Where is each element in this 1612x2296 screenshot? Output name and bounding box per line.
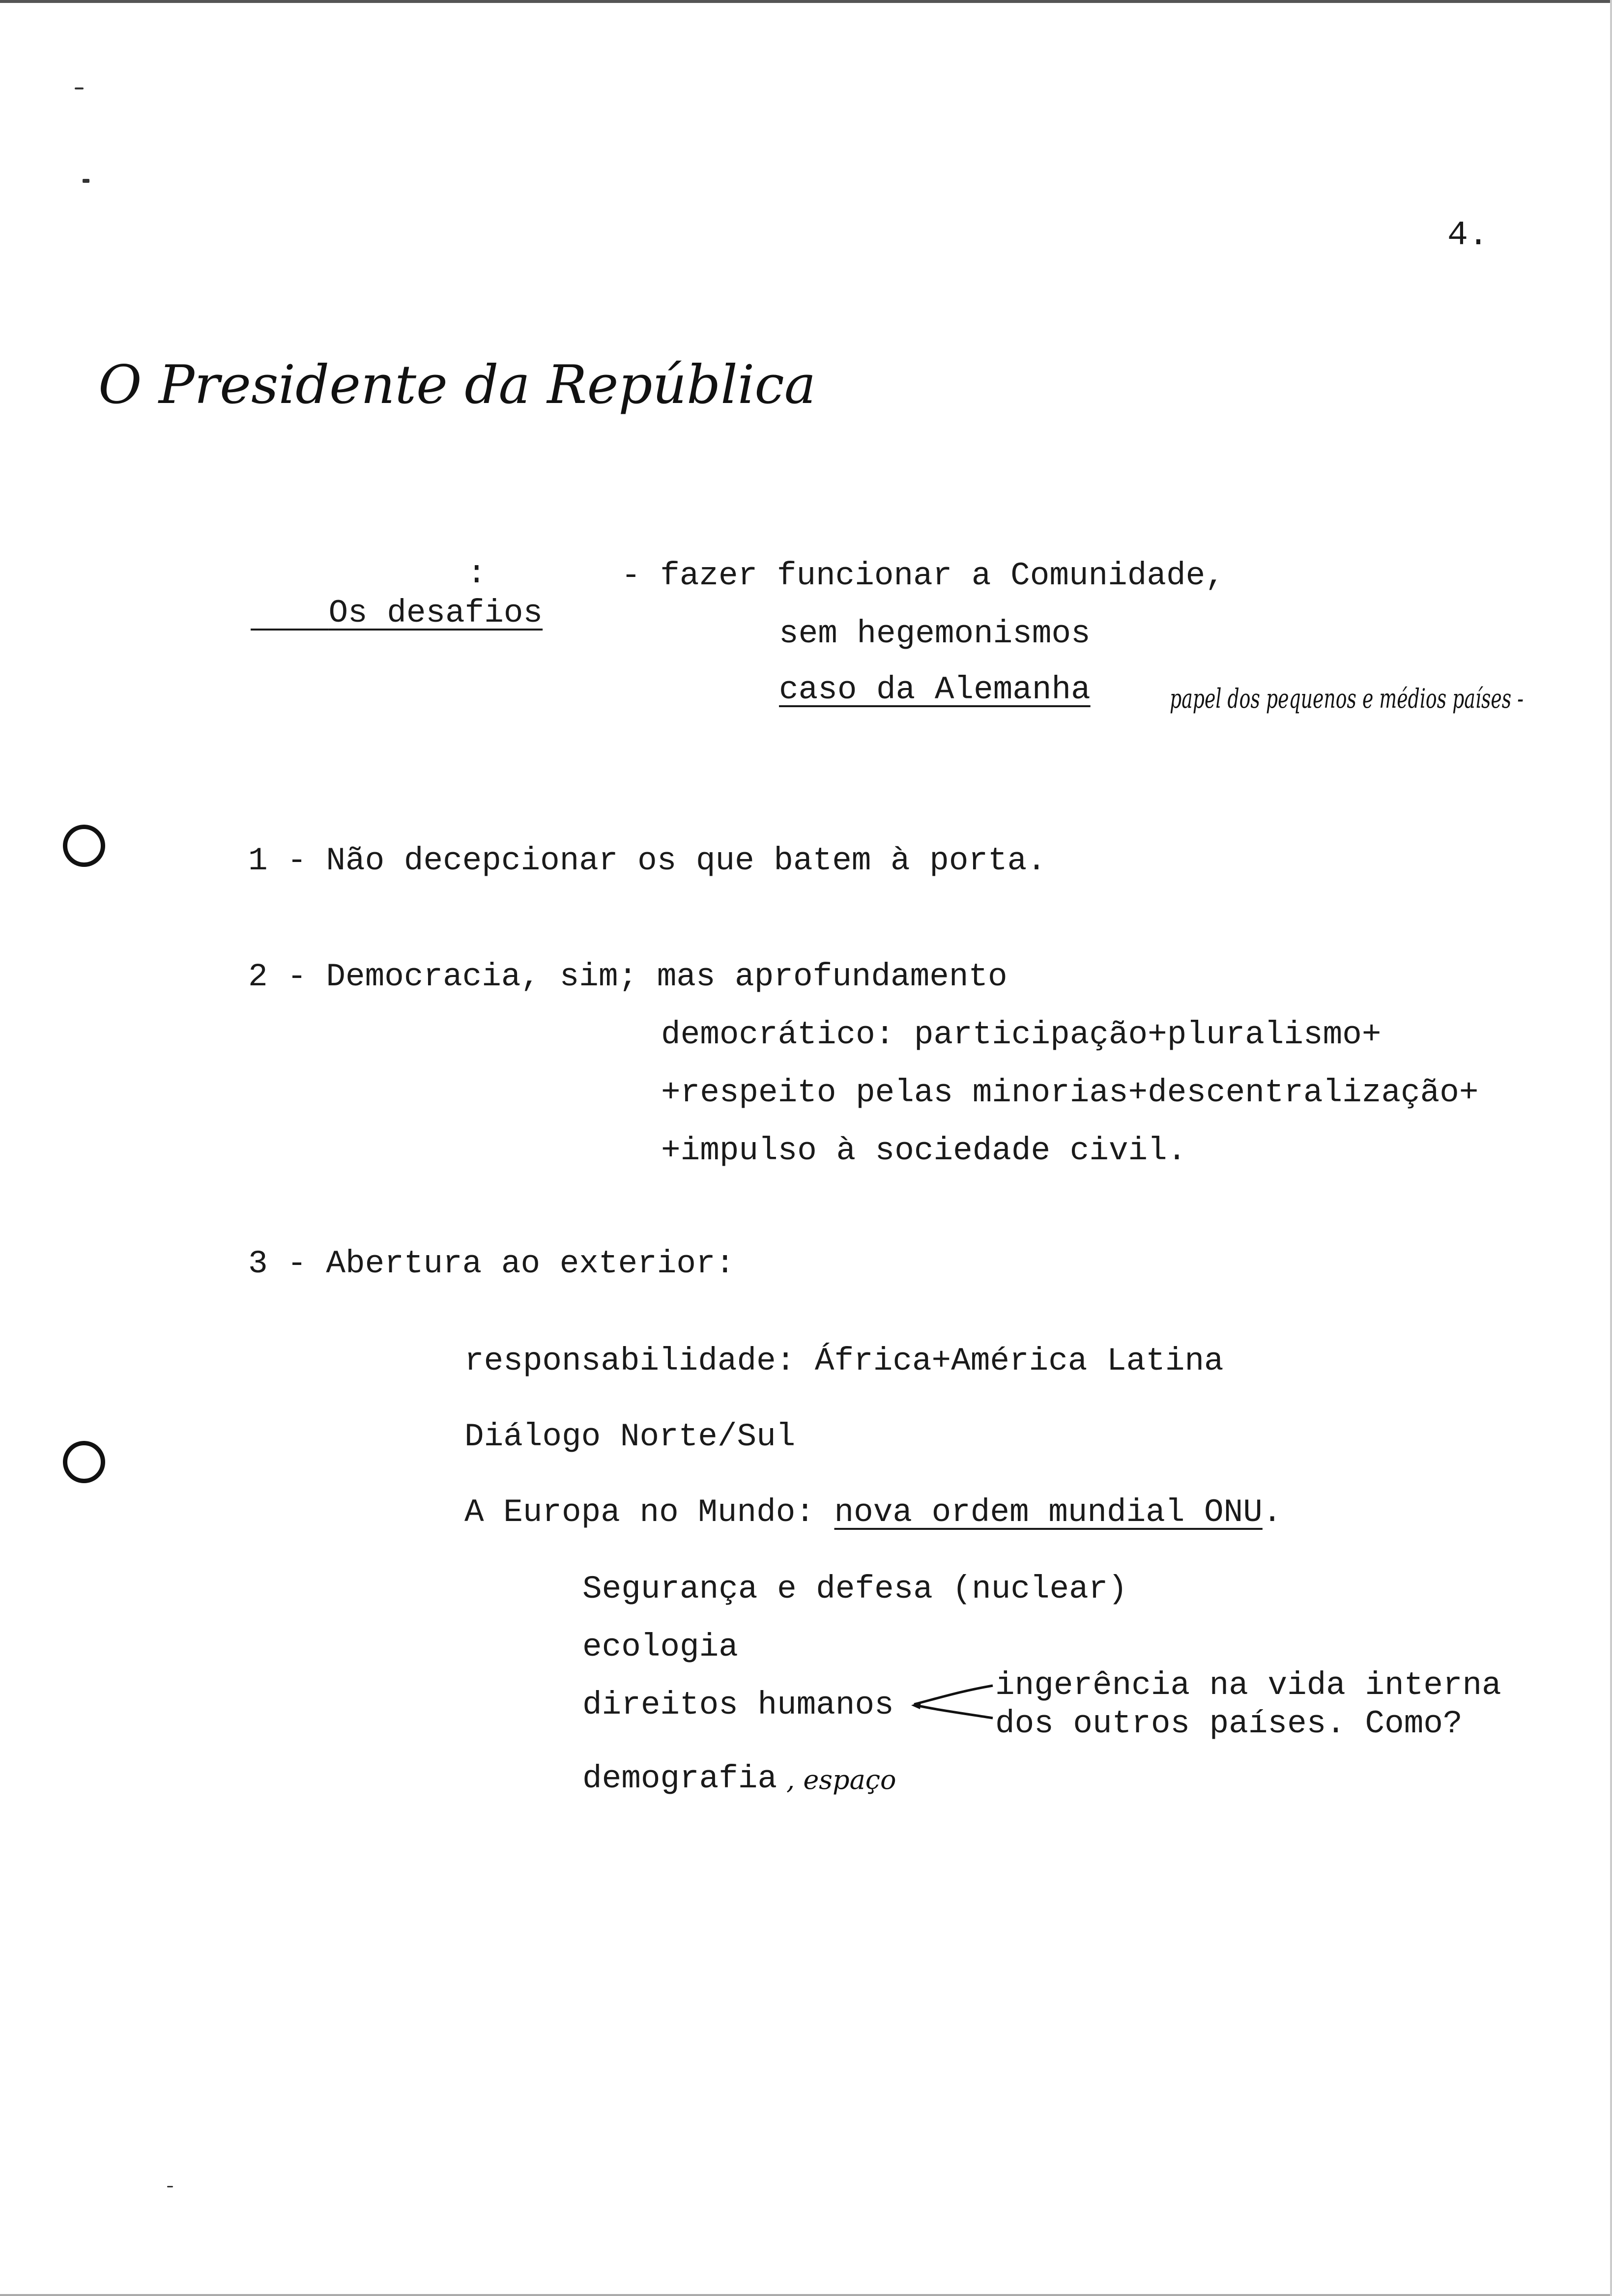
scan-bottom-edge <box>0 2294 1612 2296</box>
page-number: 4. <box>1447 216 1489 255</box>
demography-handwritten-note <box>786 1759 934 1808</box>
challenges-label: Os desafios <box>328 595 543 631</box>
point-3-europe <box>464 1493 1282 1532</box>
item-demography: demografia <box>582 1760 777 1797</box>
challenges-line-3: caso da Alemanha <box>779 671 1091 708</box>
point-2-line-3: +respeito pelas minorias+descentralização+ <box>661 1074 1479 1111</box>
margin-mark <box>83 179 89 183</box>
europe-prefix: A Europa no Mundo: <box>464 1494 835 1531</box>
branch-line-1: ingerência na vida interna <box>995 1667 1501 1704</box>
point-3-responsibility: responsabilidade: África+América Latina <box>464 1343 1224 1379</box>
europe-suffix: . <box>1262 1494 1282 1531</box>
challenges-colon: : <box>467 555 487 592</box>
point-3-heading: 3 - Abertura ao exterior: <box>248 1245 735 1282</box>
challenges-line-1: - fazer funcionar a Comunidade, <box>621 557 1225 594</box>
branch-line-2: dos outros países. Como? <box>995 1705 1463 1742</box>
letterhead-text: O Presidente da República <box>98 354 816 416</box>
letterhead-script-logo <box>98 349 816 428</box>
punch-hole <box>63 1441 105 1483</box>
handwritten-note-text: papel dos pequenos e médios países - <box>1170 683 1524 714</box>
scan-right-edge <box>1610 0 1612 2296</box>
point-2-line-1: 2 - Democracia, sim; mas aprofundamento <box>248 958 1008 995</box>
europe-underlined: nova ordem mundial ONU <box>834 1494 1263 1531</box>
margin-mark <box>167 2186 173 2187</box>
demography-note-text: , espaço <box>786 1764 896 1795</box>
scan-top-edge <box>0 0 1612 3</box>
item-ecology: ecologia <box>582 1629 738 1665</box>
point-1: 1 - Não decepcionar os que batem à porta. <box>248 842 1046 879</box>
item-security: Segurança e defesa (nuclear) <box>582 1571 1127 1607</box>
point-2-line-2: democrático: participação+pluralismo+ <box>661 1016 1382 1053</box>
branch-bracket <box>909 1671 998 1730</box>
point-2-line-4: +impulso à sociedade civil. <box>661 1132 1187 1169</box>
punch-hole <box>63 825 105 867</box>
challenges-line-2: sem hegemonismos <box>779 615 1091 652</box>
margin-mark <box>75 87 84 89</box>
handwritten-note <box>1170 678 1533 762</box>
item-human-rights: direitos humanos <box>582 1687 894 1723</box>
point-3-dialogue: Diálogo Norte/Sul <box>464 1418 796 1455</box>
